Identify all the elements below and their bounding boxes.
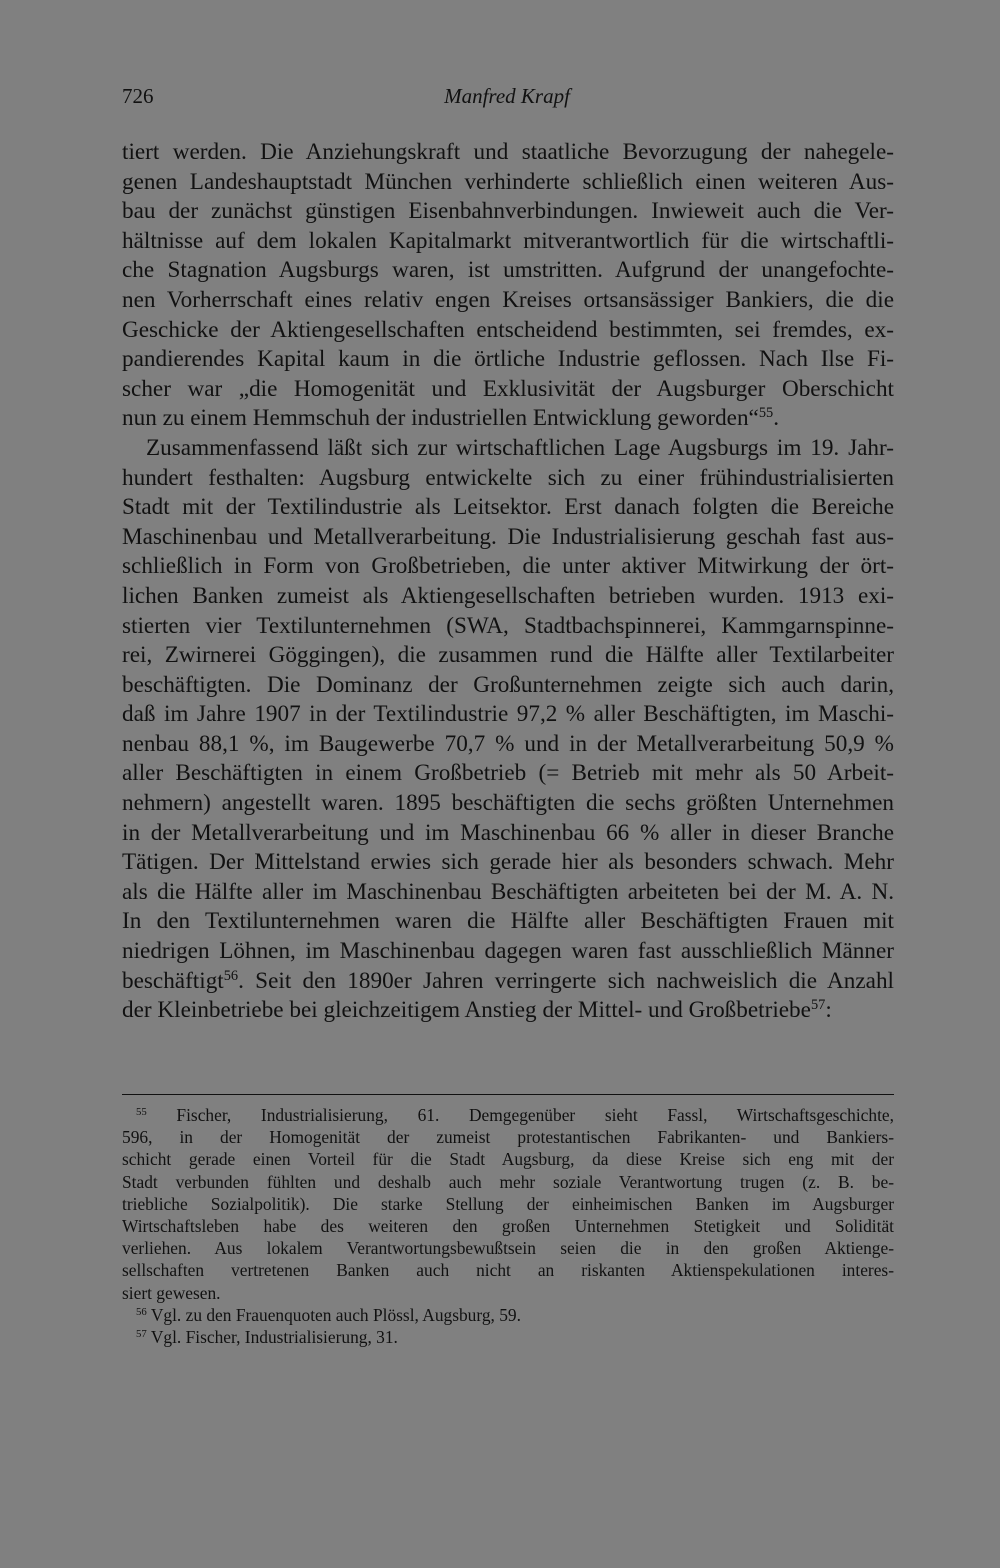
footnote-number-55: 55 — [136, 1106, 147, 1119]
footnote-55-line — [122, 1104, 894, 1126]
body-line: beschäftigten. Die Dominanz der Großunternehmen zeigte sich auch darin, — [122, 671, 894, 698]
body-line — [122, 404, 894, 434]
body-line: rei, Zwirnerei Göggingen), die zusammen rund die Hälfte aller Textilarbeiter — [122, 642, 894, 669]
page-header — [122, 84, 892, 116]
body-line: schließlich in Form von Großbetrieben, die unter aktiver Mitwirkung der ört- — [122, 553, 894, 580]
body-line: Geschicke der Aktiengesellschaften entscheidend bestimmten, sei fremdes, ex- — [122, 316, 894, 343]
body-line-text: : — [825, 997, 832, 1024]
page-number: 726 — [122, 84, 154, 108]
footnote-55-line: Wirtschaftsleben habe des weiteren den großen Unternehmen Stetigkeit und Solidität — [122, 1215, 894, 1236]
body-line: pandierendes Kapital kaum in die örtliche Industrie geflossen. Nach Ilse Fi- — [122, 346, 894, 373]
body-line: nenbau 88,1 %, im Baugewerbe 70,7 % und in der Metallverarbeitung 50,9 % — [122, 730, 894, 757]
footnote-55-line: schicht gerade einen Vorteil für die Stadt Augsburg, da diese Kreise sich eng mit der — [122, 1149, 894, 1170]
body-line: in der Metallverarbeitung und im Maschinenbau 66 % aller in dieser Branche — [122, 819, 894, 846]
footnote-text: Vgl. Fischer, Industrialisierung, 31. — [150, 1326, 398, 1347]
body-line-text: . — [773, 405, 780, 432]
footnote-55-line: 596, in der Homogenität der zumeist protestantischen Fabrikanten- und Bankiers- — [122, 1127, 894, 1148]
footnote-56-line — [122, 1304, 894, 1326]
footnote-separator — [122, 1094, 894, 1095]
body-line: bau der zunächst günstigen Eisenbahnverbindungen. Inwieweit auch die Ver- — [122, 198, 894, 225]
footnote-55-line: siert gewesen. — [122, 1282, 221, 1303]
body-line: als die Hälfte aller im Maschinenbau Beschäftigten arbeiteten bei der M. A. N. — [122, 878, 894, 905]
body-line: niedrigen Löhnen, im Maschinenbau dagegen waren fast ausschließlich Männer — [122, 938, 894, 965]
footnote-ref-56: 56 — [223, 967, 239, 984]
footnote-55-line: triebliche Sozialpolitik). Die starke Stellung der einheimischen Banken im Augsburger — [122, 1193, 894, 1214]
footnote-57-line — [122, 1326, 894, 1348]
body-line — [122, 996, 894, 1026]
body-line: Tätigen. Der Mittelstand erwies sich gerade hier als besonders schwach. Mehr — [122, 849, 894, 876]
body-line: che Stagnation Augsburgs waren, ist umstritten. Aufgrund der unangefochte- — [122, 257, 894, 284]
body-line: Maschinenbau und Metallverarbeitung. Die Industrialisierung geschah fast aus- — [122, 523, 894, 550]
body-line: nehmern) angestellt waren. 1895 beschäftigten die sechs größten Unternehmen — [122, 790, 894, 817]
footnote-text: Vgl. zu den Frauenquoten auch Plössl, Augsburg, 59. — [150, 1304, 521, 1325]
body-line-text: beschäftigt — [122, 967, 224, 994]
footnote-number-56: 56 — [136, 1305, 147, 1318]
body-line-text: nun zu einem Hemmschuh der industriellen Entwicklung geworden“ — [122, 405, 759, 432]
body-line: aller Beschäftigten in einem Großbetrieb (= Betrieb mit mehr als 50 Arbeit- — [122, 760, 894, 787]
footnote-55-line: sellschaften vertretenen Banken auch nicht an riskanten Aktienspekulationen interes- — [122, 1260, 894, 1281]
running-head: Manfred Krapf — [444, 84, 570, 108]
body-line: nen Vorherrschaft eines relativ engen Kreises ortsansässiger Bankiers, die die — [122, 286, 894, 313]
footnote-55-line: verliehen. Aus lokalem Verantwortungsbewußtsein seien die in den großen Aktienge- — [122, 1238, 894, 1259]
body-line-text: der Kleinbetriebe bei gleichzeitigem Anstieg der Mittel- und Großbetriebe — [122, 997, 811, 1024]
body-line: tiert werden. Die Anziehungskraft und staatliche Bevorzugung der nahegele- — [122, 139, 894, 165]
body-line-text: . Seit den 1890er Jahren verringerte sich nachweislich die Anzahl — [238, 967, 894, 994]
body-line: lichen Banken zumeist als Aktiengesellschaften betrieben wurden. 1913 exi- — [122, 582, 894, 609]
body-line: genen Landeshauptstadt München verhinderte schließlich einen weiteren Aus- — [122, 168, 894, 195]
body-line: hundert festhalten: Augsburg entwickelte sich zu einer frühindustrialisierten — [122, 464, 894, 491]
footnote-ref-55: 55 — [758, 405, 774, 422]
body-text — [122, 138, 894, 1026]
footnotes — [122, 1104, 894, 1348]
body-line: hältnisse auf dem lokalen Kapitalmarkt mitverantwortlich für die wirtschaftli- — [122, 227, 894, 254]
body-line: In den Textilunternehmen waren die Hälfte aller Beschäftigten Frauen mit — [122, 908, 894, 935]
footnote-55-line: Stadt verbunden fühlten und deshalb auch mehr soziale Verantwortung trugen (z. B. be- — [122, 1171, 894, 1192]
body-line: Stadt mit der Textilindustrie als Leitsektor. Erst danach folgten die Bereiche — [122, 494, 894, 521]
body-line: stierten vier Textilunternehmen (SWA, Stadtbachspinnerei, Kammgarnspinne- — [122, 612, 894, 639]
footnote-text: Fischer, Industrialisierung, 61. Demgegenüber sieht Fassl, Wirtschaftsgeschichte, — [176, 1105, 894, 1125]
body-line: daß im Jahre 1907 in der Textilindustrie 97,2 % aller Beschäftigten, im Maschi- — [122, 701, 894, 728]
footnote-number-57: 57 — [136, 1327, 147, 1340]
body-line: Zusammenfassend läßt sich zur wirtschaftlichen Lage Augsburgs im 19. Jahr- — [146, 434, 894, 461]
body-line: scher war „die Homogenität und Exklusivität der Augsburger Oberschicht — [122, 375, 894, 402]
body-line — [122, 967, 894, 997]
footnote-ref-57: 57 — [810, 997, 826, 1014]
